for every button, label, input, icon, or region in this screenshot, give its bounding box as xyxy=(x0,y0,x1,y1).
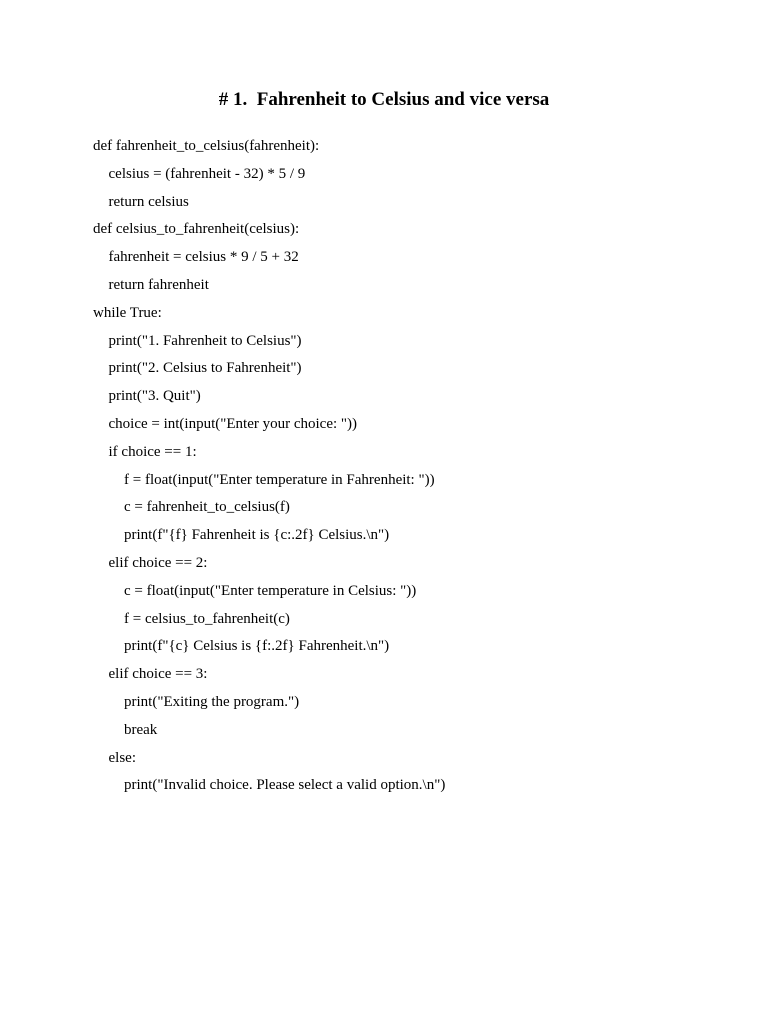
code-line: break xyxy=(124,721,158,738)
code-line: c = float(input("Enter temperature in Celsius: ")) xyxy=(124,582,417,599)
code-line: c = fahrenheit_to_celsius(f) xyxy=(124,499,290,516)
code-line: f = celsius_to_fahrenheit(c) xyxy=(124,610,290,627)
code-line: if choice == 1: xyxy=(108,443,197,460)
document-title: # 1. Fahrenheit to Celsius and vice versa xyxy=(218,89,550,110)
code-line: choice = int(input("Enter your choice: ")) xyxy=(108,415,358,432)
code-line: print("2. Celsius to Fahrenheit") xyxy=(108,360,302,377)
code-line: elif choice == 2: xyxy=(108,554,208,571)
code-line: return fahrenheit xyxy=(108,276,209,293)
code-line: print("Exiting the program.") xyxy=(124,693,300,710)
code-line: f = float(input("Enter temperature in Fahrenheit: ")) xyxy=(124,471,435,488)
code-line: def fahrenheit_to_celsius(fahrenheit): xyxy=(93,138,320,154)
code-line: return celsius xyxy=(108,193,189,210)
code-line: print(f"{f} Fahrenheit is {c:.2f} Celsius.\n") xyxy=(124,527,390,544)
code-line: elif choice == 3: xyxy=(108,666,208,683)
code-line: print("1. Fahrenheit to Celsius") xyxy=(108,332,302,349)
code-line: fahrenheit = celsius * 9 / 5 + 32 xyxy=(108,249,299,266)
code-line: print("3. Quit") xyxy=(108,388,201,405)
code-block xyxy=(93,133,733,800)
code-line: print(f"{c} Celsius is {f:.2f} Fahrenheit.\n") xyxy=(124,638,390,655)
code-line: celsius = (fahrenheit - 32) * 5 / 9 xyxy=(108,165,306,182)
code-line: while True: xyxy=(93,304,162,321)
code-line: def celsius_to_fahrenheit(celsius): xyxy=(93,221,300,238)
code-line: else: xyxy=(108,749,136,766)
code-line: print("Invalid choice. Please select a valid option.\n") xyxy=(124,777,446,794)
